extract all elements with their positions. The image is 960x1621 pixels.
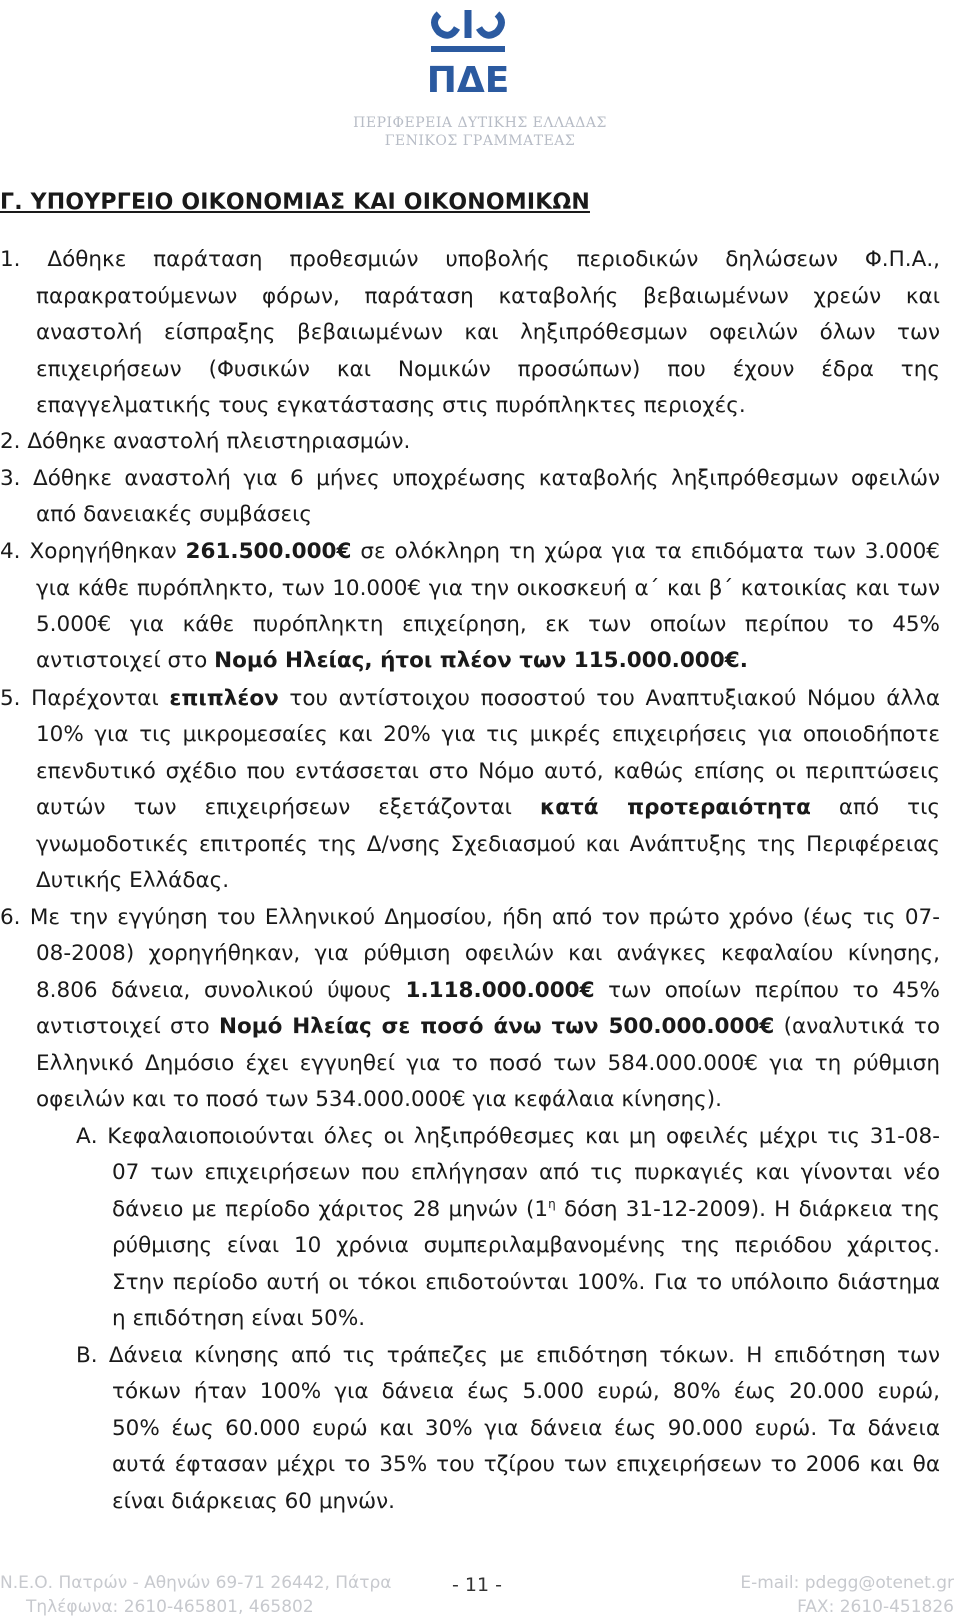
section-title: Γ. ΥΠΟΥΡΓΕΙΟ ΟΙΚΟΝΟΜΙΑΣ ΚΑΙ ΟΙΚΟΝΟΜΙΚΩΝ xyxy=(0,190,590,215)
item-4-line-4: αντιστοιχεί στο Νομό Ηλείας, ήτοι πλέον των 115.000.000€. xyxy=(36,648,748,673)
item-a-line-5: Στην περίοδο αυτή οι τόκοι επιδοτούνται 100%. Για το υπόλοιπο διάστημα xyxy=(112,1270,940,1295)
footer-address: Ν.Ε.Ο. Πατρών - Αθηνών 69-71 26442, Πάτρα xyxy=(0,1573,392,1593)
item-4-line-2: για κάθε πυρόπληκτο, των 10.000€ για την οικοσκευή α΄ και β΄ κατοικίας και των xyxy=(36,576,940,601)
footer-fax: FAX: 2610-451826 xyxy=(797,1597,954,1617)
item-a-line-4: ρύθμισης είναι 10 χρόνια συμπεριλαμβανομένης της περιόδου χάριτος. xyxy=(112,1233,940,1258)
item-3-line-1: 3. Δόθηκε αναστολή για 6 μήνες υποχρέωσης καταβολής ληξιπρόθεσμων οφειλών xyxy=(0,466,940,491)
org-line-1: ΠΕΡΙΦΕΡΕΙΑ ΔΥΤΙΚΗΣ ΕΛΛΑΔΑΣ xyxy=(353,115,607,131)
region-logo xyxy=(425,4,511,96)
item-6-line-3: 8.806 δάνεια, συνολικού ύψους 1.118.000.000€ των οποίων περίπου το 45% xyxy=(36,978,940,1003)
item-6-line-6: οφειλών και το ποσό των 534.000.000€ για κεφάλαια κίνησης). xyxy=(36,1087,722,1112)
item-3-line-2: από δανειακές συμβάσεις xyxy=(36,502,313,527)
item-b-line-1: Β. Δάνεια κίνησης από τις τράπεζες με επιδότηση τόκων. Η επιδότηση των xyxy=(76,1343,940,1368)
item-1-line-3: αναστολή είσπραξης βεβαιωμένων και ληξιπρόθεσμων οφειλών όλων των xyxy=(36,320,940,345)
logo-text: ΠΔΕ xyxy=(426,60,510,96)
footer-phone: Τηλέφωνα: 2610-465801, 465802 xyxy=(26,1597,314,1617)
footer-email: E-mail: pdegg@otenet.gr xyxy=(740,1573,954,1593)
item-5-line-1: 5. Παρέχονται επιπλέον του αντίστοιχου ποσοστού του Αναπτυξιακού Νόμου άλλα xyxy=(0,686,940,711)
item-4-line-1: 4. Χορηγήθηκαν 261.500.000€ σε ολόκληρη τη χώρα για τα επιδόματα των 3.000€ xyxy=(0,539,940,564)
organization-name xyxy=(0,114,960,150)
item-a-line-3: δάνειο με περίοδο χάριτος 28 μηνών ($1^\eta$ δόση 31-12-2009). Η διάρκεια της xyxy=(112,1197,940,1223)
item-1-line-2: παρακρατούμενων φόρων, παράταση καταβολής βεβαιωμένων χρεών και xyxy=(36,284,940,309)
item-5-line-2: 10% για τις μικρομεσαίες και 20% για τις μικρές επιχειρήσεις για οποιοδήποτε xyxy=(36,722,940,747)
item-1-line-4: επιχειρήσεων (Φυσικών και Νομικών προσώπων) που έχουν έδρα της xyxy=(36,357,940,382)
item-b-line-3: 50% έως 60.000 ευρώ και 30% για δάνεια έως 90.000 ευρώ. Τα δάνεια xyxy=(112,1416,940,1441)
page-footer xyxy=(0,1572,960,1618)
item-b-line-4: αυτά έφτασαν μέχρι το 35% του τζίρου των επιχειρήσεων το 2006 και θα xyxy=(112,1452,940,1477)
item-2-line-1: 2. Δόθηκε αναστολή πλειστηριασμών. xyxy=(0,429,411,454)
page-number: - 11 - xyxy=(452,1574,502,1596)
item-5-line-5: γνωμοδοτικές επιτροπές της Δ/νσης Σχεδιασμού και Ανάπτυξης της Περιφέρειας xyxy=(36,832,940,857)
org-line-2: ΓΕΝΙΚΟΣ ΓΡΑΜΜΑΤΕΑΣ xyxy=(384,133,576,149)
item-1-line-5: επαγγελματικής τους εγκατάστασης στις πυρόπληκτες περιοχές. xyxy=(36,393,746,418)
item-4-line-3: 5.000€ για κάθε πυρόπληκτη επιχείρηση, εκ των οποίων περίπου το 45% xyxy=(36,612,940,637)
item-b-line-5: είναι διάρκειας 60 μηνών. xyxy=(112,1489,395,1514)
item-a-line-2: 07 των επιχειρήσεων που επλήγησαν από τις πυρκαγιές και γίνονται νέο xyxy=(112,1160,940,1185)
item-6-line-5: Ελληνικό Δημόσιο έχει εγγυηθεί για το ποσό των 584.000.000€ για τη ρύθμιση xyxy=(36,1051,940,1076)
item-6-line-2: 08-2008) χορηγήθηκαν, για ρύθμιση οφειλών και ανάγκες κεφαλαίου κίνησης, xyxy=(36,941,940,966)
item-5-line-3: επενδυτικό σχέδιο που εντάσσεται στο Νόμο αυτό, καθώς επίσης οι περιπτώσεις xyxy=(36,759,940,784)
item-6-line-4: αντιστοιχεί στο Νομό Ηλείας σε ποσό άνω των 500.000.000€ (αναλυτικά το xyxy=(36,1014,940,1039)
item-6-line-1: 6. Με την εγγύηση του Ελληνικού Δημοσίου, ήδη από τον πρώτο χρόνο (έως τις 07- xyxy=(0,905,940,930)
item-5-line-4: αυτών των επιχειρήσεων εξετάζονται κατά προτεραιότητα από τις xyxy=(36,795,941,820)
item-b-line-2: τόκων ήταν 100% για δάνεια έως 5.000 ευρώ, 80% έως 20.000 ευρώ, xyxy=(112,1379,940,1404)
item-5-line-6: Δυτικής Ελλάδας. xyxy=(36,868,230,893)
item-a-line-1: Α. Κεφαλαιοποιούνται όλες οι ληξιπρόθεσμες και μη οφειλές μέχρι τις 31-08- xyxy=(76,1124,940,1149)
item-a-line-6: η επιδότηση είναι 50%. xyxy=(112,1306,366,1331)
item-1-line-1: 1. Δόθηκε παράταση προθεσμιών υποβολής περιοδικών δηλώσεων Φ.Π.Α., xyxy=(0,247,940,272)
